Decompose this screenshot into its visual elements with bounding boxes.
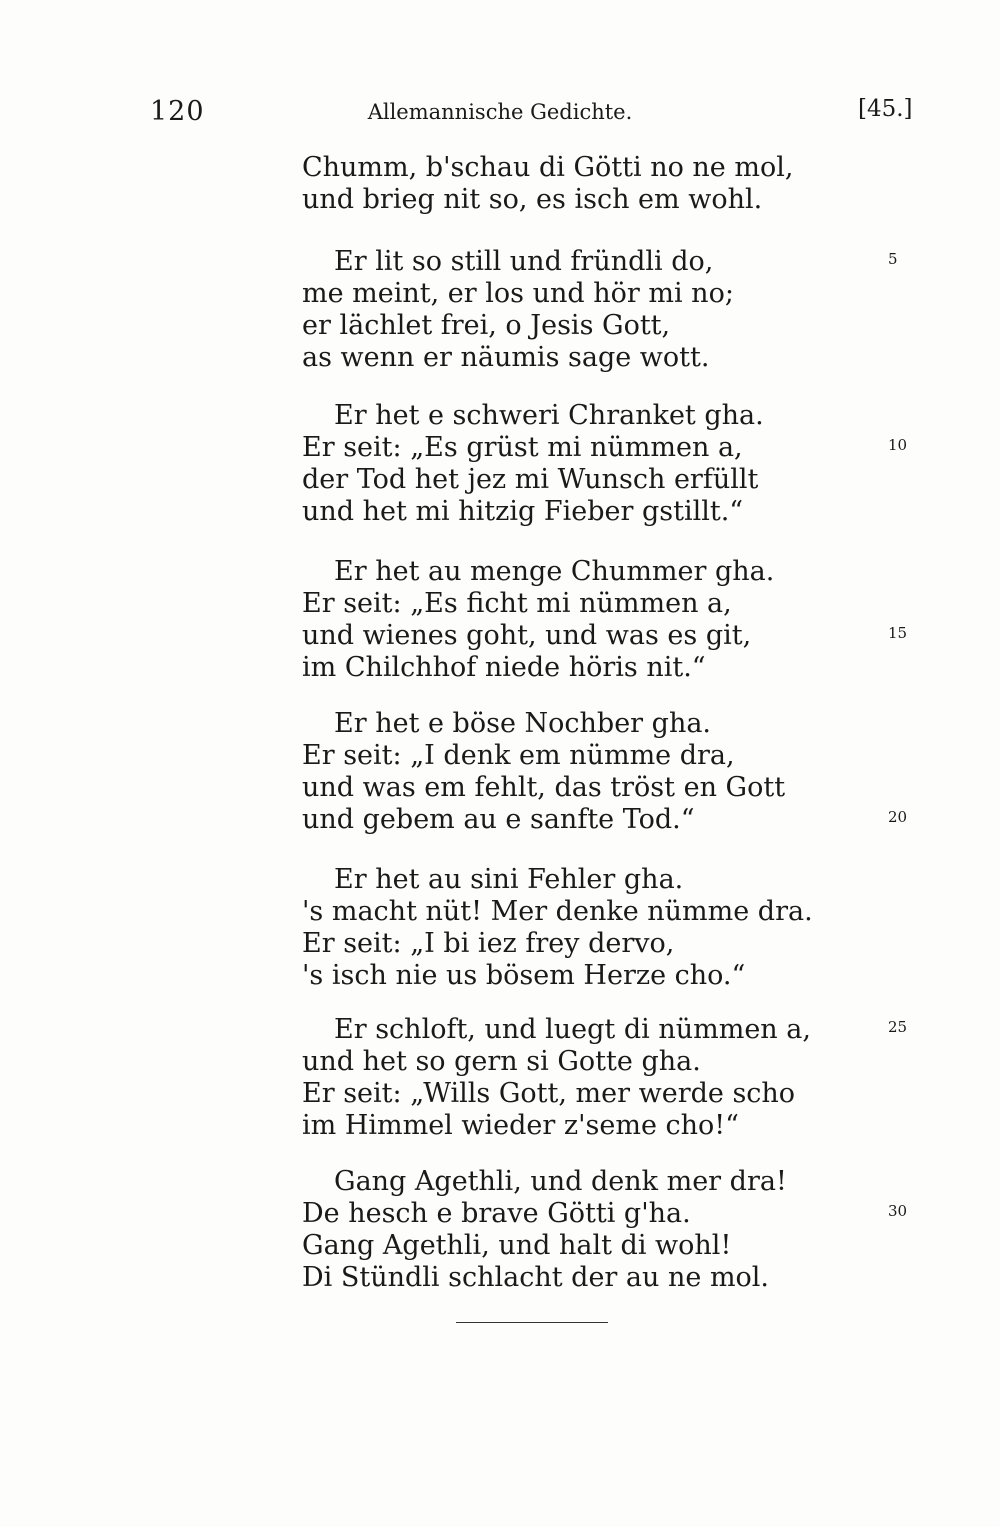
verse-line: im Himmel wieder z'seme cho!“ [302, 1110, 739, 1141]
verse-line: De hesch e brave Götti g'ha. [302, 1198, 691, 1229]
end-rule [456, 1322, 608, 1323]
verse-line: Er het au menge Chummer gha. [334, 556, 775, 587]
verse-line: 's isch nie us bösem Herze cho.“ [302, 960, 746, 991]
verse-line: und het so gern si Gotte gha. [302, 1046, 701, 1077]
verse-line: Er schloft, und luegt di nümmen a, [334, 1014, 811, 1045]
verse-line: und was em fehlt, das tröst en Gott [302, 772, 786, 803]
verse-line: und wienes goht, und was es git, [302, 620, 752, 651]
verse-line: Er seit: „Es ficht mi nümmen a, [302, 588, 732, 619]
page-number: 120 [150, 96, 205, 127]
verse-line: Er het au sini Fehler gha. [334, 864, 684, 895]
verse-line: und het mi hitzig Fieber gstillt.“ [302, 496, 744, 527]
line-number: 5 [888, 250, 898, 268]
line-number: 30 [888, 1202, 908, 1220]
running-title: Allemannische Gedichte. [367, 100, 633, 124]
verse-line: Er lit so still und fründli do, [334, 246, 714, 277]
line-number: 10 [888, 436, 908, 454]
verse-line: Er seit: „Wills Gott, mer werde scho [302, 1078, 796, 1109]
verse-line: me meint, er los und hör mi no; [302, 278, 734, 309]
verse-line: im Chilchhof niede höris nit.“ [302, 652, 706, 683]
line-number: 20 [888, 808, 908, 826]
verse-line: Gang Agethli, und halt di wohl! [302, 1230, 732, 1261]
verse-line: Er seit: „Es grüst mi nümmen a, [302, 432, 743, 463]
verse-line: und brieg nit so, es isch em wohl. [302, 184, 763, 215]
signature-mark: [45.] [858, 96, 913, 122]
verse-line: der Tod het jez mi Wunsch erfüllt [302, 464, 759, 495]
verse-line: und gebem au e sanfte Tod.“ [302, 804, 695, 835]
verse-line: Chumm, b'schau di Götti no ne mol, [302, 152, 794, 183]
verse-line: Er seit: „I bi iez frey dervo, [302, 928, 675, 959]
line-number: 25 [888, 1018, 908, 1036]
verse-line: as wenn er näumis sage wott. [302, 342, 710, 373]
verse-line: Di Stündli schlacht der au ne mol. [302, 1262, 770, 1293]
verse-line: Er het e böse Nochber gha. [334, 708, 712, 739]
line-number: 15 [888, 624, 908, 642]
verse-line: er lächlet frei, o Jesis Gott, [302, 310, 671, 341]
verse-line: 's macht nüt! Mer denke nümme dra. [302, 896, 813, 927]
verse-line: Er het e schweri Chranket gha. [334, 400, 764, 431]
verse-line: Gang Agethli, und denk mer dra! [334, 1166, 787, 1197]
verse-line: Er seit: „I denk em nümme dra, [302, 740, 735, 771]
